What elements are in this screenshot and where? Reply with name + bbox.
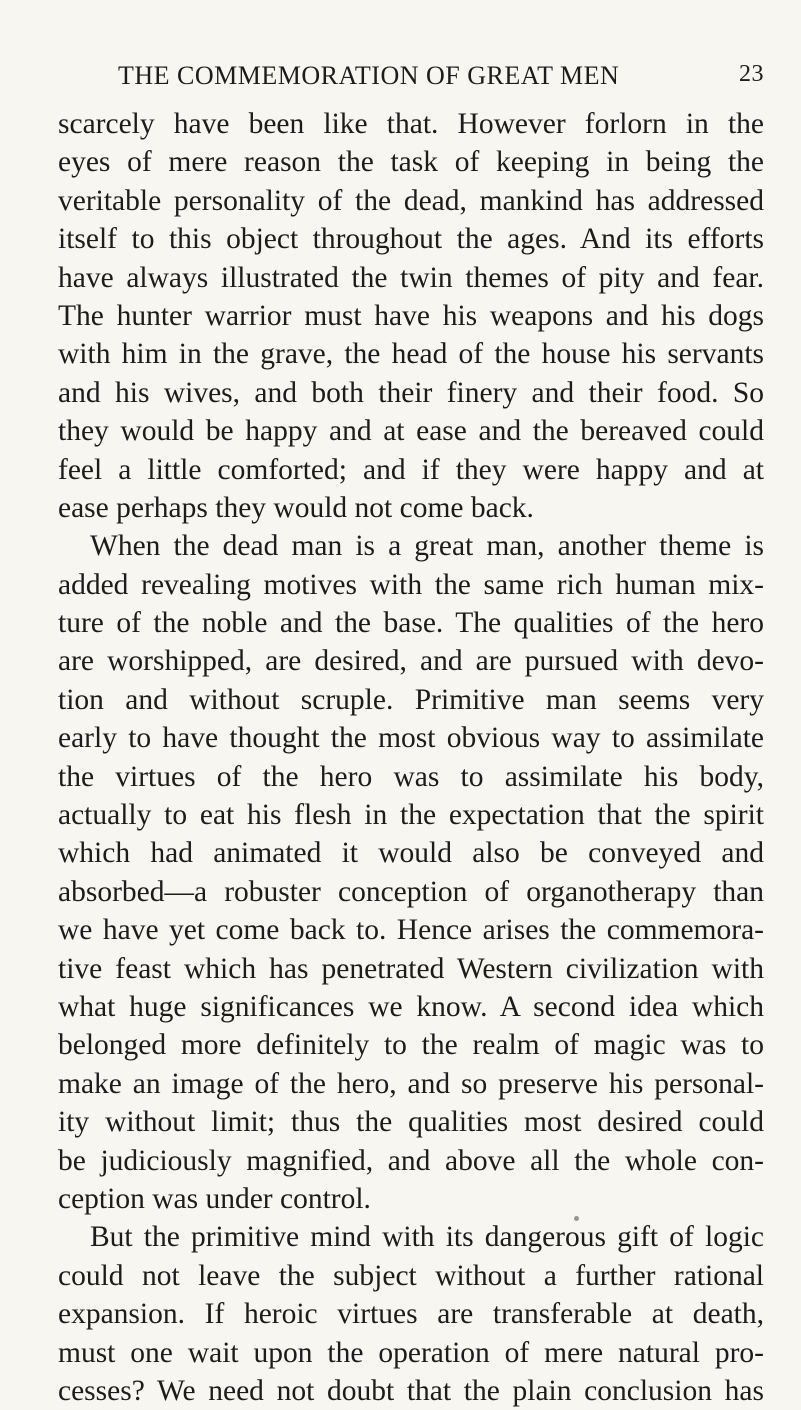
text-line: veritable personality of the dead, mankind has addressed	[58, 184, 764, 217]
paragraph-first-line: When the dead man is a great man, another theme is	[90, 530, 764, 563]
text-line: belonged more definitely to the realm of magic was to	[58, 1029, 764, 1062]
text-line: they would be happy and at ease and the bereaved could	[58, 415, 764, 448]
text-line: itself to this object throughout the ages. And its efforts	[58, 223, 764, 256]
text-line: ture of the noble and the base. The qualities of the hero	[58, 607, 764, 640]
page-number: 23	[739, 61, 764, 87]
running-head-title: THE COMMEMORATION OF GREAT MEN	[118, 61, 620, 90]
text-line: be judiciously magnified, and above all the whole con-	[58, 1144, 764, 1177]
text-line: ease perhaps they would not come back.	[58, 491, 534, 524]
text-line: must one wait upon the operation of mere natural pro-	[58, 1336, 764, 1369]
text-line: have always illustrated the twin themes of pity and fear.	[58, 261, 764, 294]
text-line: eyes of mere reason the task of keeping in being the	[58, 146, 764, 179]
text-line: with him in the grave, the head of the house his servants	[58, 338, 764, 371]
text-line: added revealing motives with the same rich human mix-	[58, 568, 764, 601]
text-line: which had animated it would also be conveyed and	[58, 837, 764, 870]
text-line: expansion. If heroic virtues are transferable at death,	[58, 1298, 764, 1331]
running-head	[118, 61, 764, 93]
paragraph-first-line: But the primitive mind with its dangerous gift of logic	[90, 1221, 764, 1254]
text-line: actually to eat his flesh in the expectation that the spirit	[58, 799, 764, 832]
text-line: make an image of the hero, and so preserve his personal-	[58, 1067, 764, 1100]
text-line: could not leave the subject without a further rational	[58, 1259, 764, 1292]
text-line: The hunter warrior must have his weapons and his dogs	[58, 299, 764, 332]
text-line: are worshipped, are desired, and are pursued with devo-	[58, 645, 764, 678]
text-line: ception was under control.	[58, 1182, 371, 1215]
text-line: ity without limit; thus the qualities most desired could	[58, 1106, 764, 1139]
ink-speck	[574, 1216, 579, 1221]
text-line: scarcely have been like that. However forlorn in the	[58, 108, 764, 140]
text-line: absorbed—a robuster conception of organotherapy than	[58, 875, 764, 908]
text-line: and his wives, and both their finery and their food. So	[58, 376, 764, 409]
text-line: feel a little comforted; and if they were happy and at	[58, 453, 764, 486]
text-line: early to have thought the most obvious way to assimilate	[58, 722, 764, 755]
text-line: cesses? We need not doubt that the plain conclusion has	[58, 1374, 764, 1407]
text-line: tive feast which has penetrated Western civilization with	[58, 952, 764, 985]
text-line: we have yet come back to. Hence arises the commemora-	[58, 914, 764, 947]
body-text	[58, 105, 764, 1410]
text-line: what huge significances we know. A second idea which	[58, 990, 764, 1023]
text-line: tion and without scruple. Primitive man seems very	[58, 683, 764, 716]
text-line: the virtues of the hero was to assimilate his body,	[58, 760, 764, 793]
